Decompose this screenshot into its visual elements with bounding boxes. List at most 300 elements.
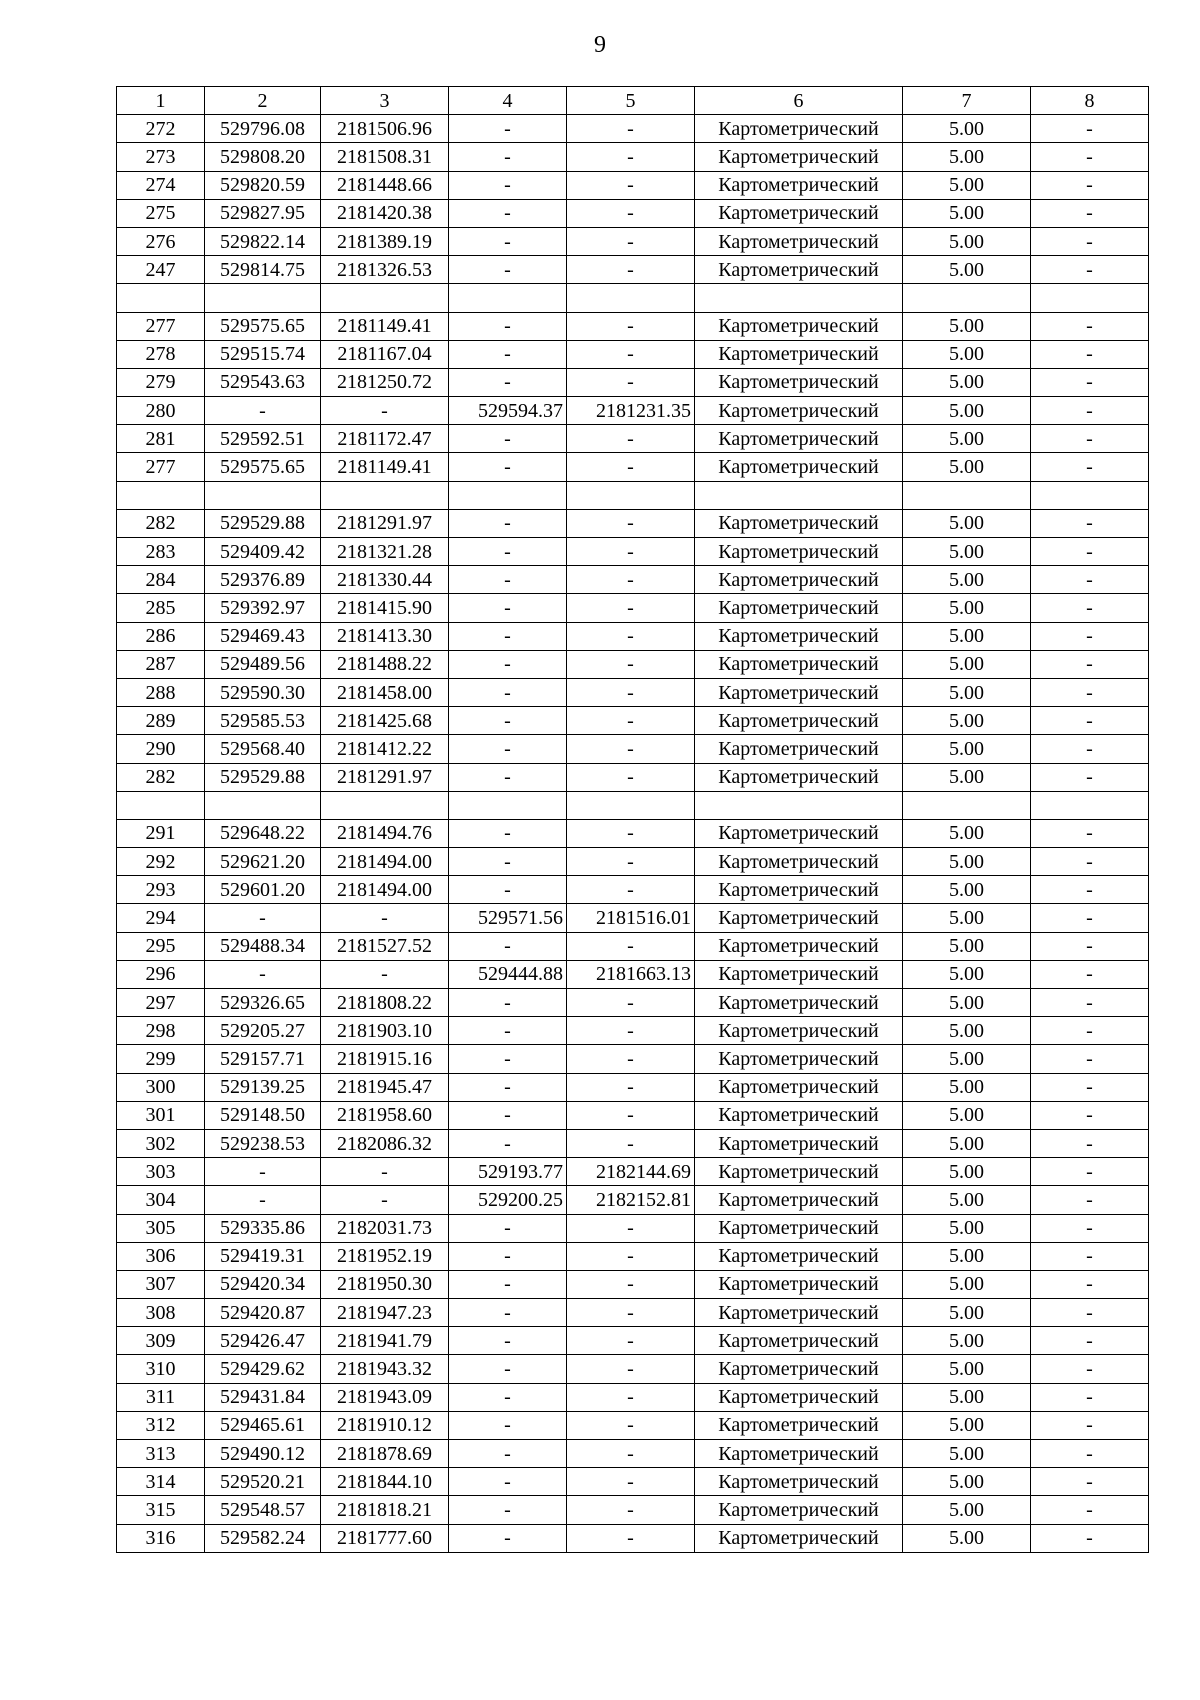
table-cell: 5.00 — [903, 509, 1031, 537]
table-cell-empty — [567, 481, 695, 509]
table-cell: - — [449, 1270, 567, 1298]
table-cell: 5.00 — [903, 1383, 1031, 1411]
table-cell: - — [1031, 932, 1149, 960]
table-cell: 302 — [117, 1129, 205, 1157]
table-row — [117, 1524, 1149, 1552]
table-cell-empty — [567, 791, 695, 819]
table-cell: 292 — [117, 848, 205, 876]
table-cell: - — [449, 1327, 567, 1355]
table-cell: - — [567, 1017, 695, 1045]
table-cell: - — [567, 1327, 695, 1355]
table-cell: - — [449, 1045, 567, 1073]
table-cell: 529429.62 — [205, 1355, 321, 1383]
table-cell: - — [1031, 594, 1149, 622]
table-cell: - — [567, 622, 695, 650]
table-row — [117, 989, 1149, 1017]
table-cell: 285 — [117, 594, 205, 622]
table-cell: 529592.51 — [205, 425, 321, 453]
table-cell: 529326.65 — [205, 989, 321, 1017]
table-cell: 2181508.31 — [321, 143, 449, 171]
table-cell: - — [567, 340, 695, 368]
table-cell: 5.00 — [903, 143, 1031, 171]
table-cell: 5.00 — [903, 256, 1031, 284]
table-cell-empty — [903, 481, 1031, 509]
table-cell: 529590.30 — [205, 678, 321, 706]
table-cell: - — [1031, 340, 1149, 368]
table-cell: 300 — [117, 1073, 205, 1101]
table-cell: - — [567, 1045, 695, 1073]
table-cell: 293 — [117, 876, 205, 904]
table-cell: 5.00 — [903, 1101, 1031, 1129]
table-cell: 2182152.81 — [567, 1186, 695, 1214]
table-cell-empty — [695, 284, 903, 312]
table-cell: Картометрический — [695, 1496, 903, 1524]
table-row — [117, 1355, 1149, 1383]
table-cell: - — [567, 425, 695, 453]
table-cell: Картометрический — [695, 650, 903, 678]
table-cell: 305 — [117, 1214, 205, 1242]
table-cell-empty — [449, 791, 567, 819]
table-cell: 303 — [117, 1158, 205, 1186]
table-cell: 5.00 — [903, 989, 1031, 1017]
table-cell: - — [1031, 1129, 1149, 1157]
table-cell: - — [567, 735, 695, 763]
table-cell: - — [1031, 735, 1149, 763]
table-cell: Картометрический — [695, 312, 903, 340]
table-cell: Картометрический — [695, 115, 903, 143]
table-cell: - — [449, 538, 567, 566]
table-cell: 5.00 — [903, 1299, 1031, 1327]
table-cell: 280 — [117, 397, 205, 425]
table-row — [117, 1440, 1149, 1468]
table-cell: - — [567, 143, 695, 171]
table-cell-empty — [117, 481, 205, 509]
table-cell: - — [1031, 538, 1149, 566]
table-cell: 529814.75 — [205, 256, 321, 284]
table-cell: 5.00 — [903, 650, 1031, 678]
table-cell: 5.00 — [903, 566, 1031, 594]
table-cell: 2181952.19 — [321, 1242, 449, 1270]
page-number: 9 — [594, 32, 606, 58]
table-cell: 2182086.32 — [321, 1129, 449, 1157]
table-cell: Картометрический — [695, 368, 903, 396]
table-cell: 2181878.69 — [321, 1440, 449, 1468]
table-cell: - — [567, 989, 695, 1017]
table-cell: - — [567, 312, 695, 340]
table-cell: - — [1031, 425, 1149, 453]
table-cell: - — [1031, 1270, 1149, 1298]
table-row — [117, 368, 1149, 396]
table-cell: - — [321, 1158, 449, 1186]
table-cell: 529575.65 — [205, 312, 321, 340]
table-cell: - — [567, 509, 695, 537]
table-row — [117, 904, 1149, 932]
table-cell: 529489.56 — [205, 650, 321, 678]
table-cell: - — [1031, 1383, 1149, 1411]
table-spacer-row — [117, 284, 1149, 312]
table-cell: 529420.87 — [205, 1299, 321, 1327]
table-cell: - — [449, 1073, 567, 1101]
table-cell: 5.00 — [903, 1327, 1031, 1355]
table-cell: 313 — [117, 1440, 205, 1468]
table-row — [117, 1383, 1149, 1411]
table-cell: 281 — [117, 425, 205, 453]
table-cell: 5.00 — [903, 538, 1031, 566]
table-cell: 2181516.01 — [567, 904, 695, 932]
table-cell: 529621.20 — [205, 848, 321, 876]
table-cell: 2181330.44 — [321, 566, 449, 594]
table-cell: 529420.34 — [205, 1270, 321, 1298]
table-cell: 276 — [117, 227, 205, 255]
table-row — [117, 1045, 1149, 1073]
table-cell: 5.00 — [903, 397, 1031, 425]
table-cell: Картометрический — [695, 1242, 903, 1270]
table-cell: - — [449, 735, 567, 763]
table-cell: - — [1031, 678, 1149, 706]
table-cell: - — [449, 115, 567, 143]
table-cell: Картометрический — [695, 678, 903, 706]
table-cell: - — [567, 115, 695, 143]
table-cell: 299 — [117, 1045, 205, 1073]
table-cell: - — [449, 876, 567, 904]
table-cell: 5.00 — [903, 1411, 1031, 1439]
table-cell: - — [449, 199, 567, 227]
table-cell: - — [1031, 1101, 1149, 1129]
table-row — [117, 312, 1149, 340]
table-cell: - — [567, 707, 695, 735]
table-cell: 2181808.22 — [321, 989, 449, 1017]
table-cell: 529431.84 — [205, 1383, 321, 1411]
table-row — [117, 1496, 1149, 1524]
table-cell: 529575.65 — [205, 453, 321, 481]
table-cell: 5.00 — [903, 1270, 1031, 1298]
table-cell: - — [567, 1524, 695, 1552]
table-cell: - — [567, 1411, 695, 1439]
table-cell: Картометрический — [695, 227, 903, 255]
table-row — [117, 1017, 1149, 1045]
table-cell: - — [1031, 989, 1149, 1017]
table-cell-empty — [205, 481, 321, 509]
table-cell: - — [321, 1186, 449, 1214]
column-header: 2 — [205, 87, 321, 115]
table-cell: 529582.24 — [205, 1524, 321, 1552]
table-cell: 2181420.38 — [321, 199, 449, 227]
table-cell: 2181818.21 — [321, 1496, 449, 1524]
table-cell: 2181494.00 — [321, 848, 449, 876]
table-cell: 5.00 — [903, 1186, 1031, 1214]
table-cell: - — [449, 1411, 567, 1439]
table-cell: - — [1031, 1440, 1149, 1468]
table-cell: Картометрический — [695, 819, 903, 847]
table-cell: - — [321, 397, 449, 425]
table-cell: - — [449, 143, 567, 171]
table-row — [117, 453, 1149, 481]
table-cell: - — [567, 171, 695, 199]
table-cell: - — [1031, 1017, 1149, 1045]
table-cell: Картометрический — [695, 1383, 903, 1411]
table-cell: - — [567, 876, 695, 904]
table-cell: 529529.88 — [205, 763, 321, 791]
table-cell: - — [449, 1017, 567, 1045]
table-cell: 2181950.30 — [321, 1270, 449, 1298]
table-cell: - — [1031, 819, 1149, 847]
table-row — [117, 1327, 1149, 1355]
table-row — [117, 735, 1149, 763]
table-cell: - — [449, 1129, 567, 1157]
table-cell: 306 — [117, 1242, 205, 1270]
table-cell: - — [567, 678, 695, 706]
table-cell: 288 — [117, 678, 205, 706]
table-cell: 2181250.72 — [321, 368, 449, 396]
table-cell: - — [1031, 1214, 1149, 1242]
table-row — [117, 960, 1149, 988]
table-row — [117, 932, 1149, 960]
table-cell: 529426.47 — [205, 1327, 321, 1355]
table-cell: Картометрический — [695, 538, 903, 566]
table-cell: - — [1031, 763, 1149, 791]
table-cell: 2181506.96 — [321, 115, 449, 143]
table-cell: Картометрический — [695, 1524, 903, 1552]
table-row — [117, 340, 1149, 368]
table-cell: - — [1031, 368, 1149, 396]
table-cell: Картометрический — [695, 1270, 903, 1298]
table-cell: - — [1031, 453, 1149, 481]
table-cell: - — [449, 1524, 567, 1552]
table-cell: - — [1031, 622, 1149, 650]
table-cell: 5.00 — [903, 340, 1031, 368]
table-cell: 529148.50 — [205, 1101, 321, 1129]
table-cell: 277 — [117, 453, 205, 481]
table-cell: - — [449, 171, 567, 199]
table-cell: 307 — [117, 1270, 205, 1298]
table-cell: 2181943.32 — [321, 1355, 449, 1383]
table-cell: - — [449, 594, 567, 622]
table-cell: 5.00 — [903, 368, 1031, 396]
table-cell: 529515.74 — [205, 340, 321, 368]
table-cell: 282 — [117, 763, 205, 791]
table-cell: - — [321, 904, 449, 932]
table-row — [117, 143, 1149, 171]
table-row — [117, 1158, 1149, 1186]
table-cell: - — [1031, 1468, 1149, 1496]
table-cell: 5.00 — [903, 1524, 1031, 1552]
column-header: 4 — [449, 87, 567, 115]
table-cell: - — [1031, 848, 1149, 876]
table-cell-empty — [567, 284, 695, 312]
table-cell: 2181448.66 — [321, 171, 449, 199]
table-cell: 5.00 — [903, 735, 1031, 763]
table-cell: 2181326.53 — [321, 256, 449, 284]
table-body — [117, 115, 1149, 1553]
table-cell: Картометрический — [695, 1355, 903, 1383]
table-cell: - — [567, 227, 695, 255]
table-row — [117, 594, 1149, 622]
table-cell: - — [567, 1129, 695, 1157]
table-row — [117, 622, 1149, 650]
table-cell: 309 — [117, 1327, 205, 1355]
table-cell: - — [449, 1214, 567, 1242]
table-cell: Картометрический — [695, 707, 903, 735]
table-cell: 529205.27 — [205, 1017, 321, 1045]
table-cell: 5.00 — [903, 1158, 1031, 1186]
table-cell: 2181413.30 — [321, 622, 449, 650]
table-cell: - — [449, 256, 567, 284]
table-cell: 529157.71 — [205, 1045, 321, 1073]
table-row — [117, 1468, 1149, 1496]
table-cell: 5.00 — [903, 904, 1031, 932]
table-cell: 2181947.23 — [321, 1299, 449, 1327]
table-cell: 529601.20 — [205, 876, 321, 904]
table-cell: - — [567, 594, 695, 622]
table-cell: Картометрический — [695, 1440, 903, 1468]
table-cell: - — [449, 678, 567, 706]
table-cell: 5.00 — [903, 312, 1031, 340]
table-cell: 312 — [117, 1411, 205, 1439]
table-cell: 529571.56 — [449, 904, 567, 932]
table-cell: Картометрический — [695, 1299, 903, 1327]
table-cell: 5.00 — [903, 1129, 1031, 1157]
table-cell: - — [567, 1073, 695, 1101]
table-cell: 5.00 — [903, 1355, 1031, 1383]
table-cell: 5.00 — [903, 1242, 1031, 1270]
table-cell: 529543.63 — [205, 368, 321, 396]
table-cell: 311 — [117, 1383, 205, 1411]
table-cell: - — [567, 1242, 695, 1270]
table-cell: - — [567, 453, 695, 481]
table-cell-empty — [117, 284, 205, 312]
table-cell: 2181663.13 — [567, 960, 695, 988]
table-cell: - — [567, 848, 695, 876]
table-cell: 5.00 — [903, 876, 1031, 904]
table-cell-empty — [321, 481, 449, 509]
table-cell: 286 — [117, 622, 205, 650]
table-cell: 2181149.41 — [321, 453, 449, 481]
table-cell: Картометрический — [695, 425, 903, 453]
table-cell: 284 — [117, 566, 205, 594]
table-cell: 291 — [117, 819, 205, 847]
table-cell: - — [449, 312, 567, 340]
table-cell: 5.00 — [903, 1496, 1031, 1524]
table-cell: 5.00 — [903, 622, 1031, 650]
table-cell: 297 — [117, 989, 205, 1017]
table-cell-empty — [205, 791, 321, 819]
table-cell: 2181494.76 — [321, 819, 449, 847]
table-cell: 2181412.22 — [321, 735, 449, 763]
table-cell: - — [449, 819, 567, 847]
table-cell: 2181777.60 — [321, 1524, 449, 1552]
table-cell: 2181915.16 — [321, 1045, 449, 1073]
table-cell: 529335.86 — [205, 1214, 321, 1242]
table-cell: 295 — [117, 932, 205, 960]
table-cell: Картометрический — [695, 199, 903, 227]
table-cell: 2182144.69 — [567, 1158, 695, 1186]
table-cell: Картометрический — [695, 1073, 903, 1101]
table-cell: - — [449, 989, 567, 1017]
table-cell: - — [1031, 115, 1149, 143]
table-cell-empty — [1031, 791, 1149, 819]
table-cell: 529808.20 — [205, 143, 321, 171]
table-cell: 308 — [117, 1299, 205, 1327]
table-cell: 5.00 — [903, 932, 1031, 960]
table-cell: - — [449, 1299, 567, 1327]
table-cell: Картометрический — [695, 735, 903, 763]
column-header: 7 — [903, 87, 1031, 115]
table-cell: - — [1031, 650, 1149, 678]
table-row — [117, 199, 1149, 227]
table-cell: - — [449, 1468, 567, 1496]
table-cell: - — [567, 199, 695, 227]
table-cell: Картометрический — [695, 1186, 903, 1214]
table-spacer-row — [117, 791, 1149, 819]
column-header: 3 — [321, 87, 449, 115]
table-cell: - — [449, 1383, 567, 1411]
table-cell: 529820.59 — [205, 171, 321, 199]
table-cell: 315 — [117, 1496, 205, 1524]
table-cell: Картометрический — [695, 340, 903, 368]
table-cell: Картометрический — [695, 509, 903, 537]
table-cell: Картометрический — [695, 566, 903, 594]
table-cell: 529585.53 — [205, 707, 321, 735]
table-cell: Картометрический — [695, 1129, 903, 1157]
table-cell: 310 — [117, 1355, 205, 1383]
table-cell: - — [205, 1158, 321, 1186]
table-cell-empty — [117, 791, 205, 819]
table-cell: 2181231.35 — [567, 397, 695, 425]
table-cell: 275 — [117, 199, 205, 227]
table-cell: 282 — [117, 509, 205, 537]
table-cell: 304 — [117, 1186, 205, 1214]
table-cell: 2181149.41 — [321, 312, 449, 340]
table-cell: 5.00 — [903, 1073, 1031, 1101]
table-row — [117, 819, 1149, 847]
table-cell: - — [449, 1496, 567, 1524]
coordinates-table — [116, 86, 1149, 1553]
table-cell: 2181943.09 — [321, 1383, 449, 1411]
table-cell: 529490.12 — [205, 1440, 321, 1468]
table-cell: Картометрический — [695, 904, 903, 932]
table-cell: - — [205, 1186, 321, 1214]
table-cell: 274 — [117, 171, 205, 199]
table-cell: - — [567, 1440, 695, 1468]
table-cell: 5.00 — [903, 425, 1031, 453]
table-cell: 529238.53 — [205, 1129, 321, 1157]
table-cell: 247 — [117, 256, 205, 284]
table-cell: 2181527.52 — [321, 932, 449, 960]
table-cell: 2181903.10 — [321, 1017, 449, 1045]
table-cell: 529594.37 — [449, 397, 567, 425]
column-header: 8 — [1031, 87, 1149, 115]
table-row — [117, 538, 1149, 566]
table-row — [117, 397, 1149, 425]
table-cell-empty — [903, 284, 1031, 312]
table-row — [117, 1214, 1149, 1242]
table-row — [117, 256, 1149, 284]
table-cell: - — [1031, 256, 1149, 284]
table-cell: - — [567, 1214, 695, 1242]
table-row — [117, 763, 1149, 791]
table-row — [117, 509, 1149, 537]
table-cell: 2181167.04 — [321, 340, 449, 368]
table-cell: 2181291.97 — [321, 509, 449, 537]
table-cell: - — [567, 256, 695, 284]
table-cell: 529796.08 — [205, 115, 321, 143]
table-cell: - — [449, 227, 567, 255]
table-cell: - — [1031, 1045, 1149, 1073]
table-cell: 5.00 — [903, 960, 1031, 988]
table-cell: 2181389.19 — [321, 227, 449, 255]
table-cell: - — [449, 763, 567, 791]
table-cell: 5.00 — [903, 763, 1031, 791]
